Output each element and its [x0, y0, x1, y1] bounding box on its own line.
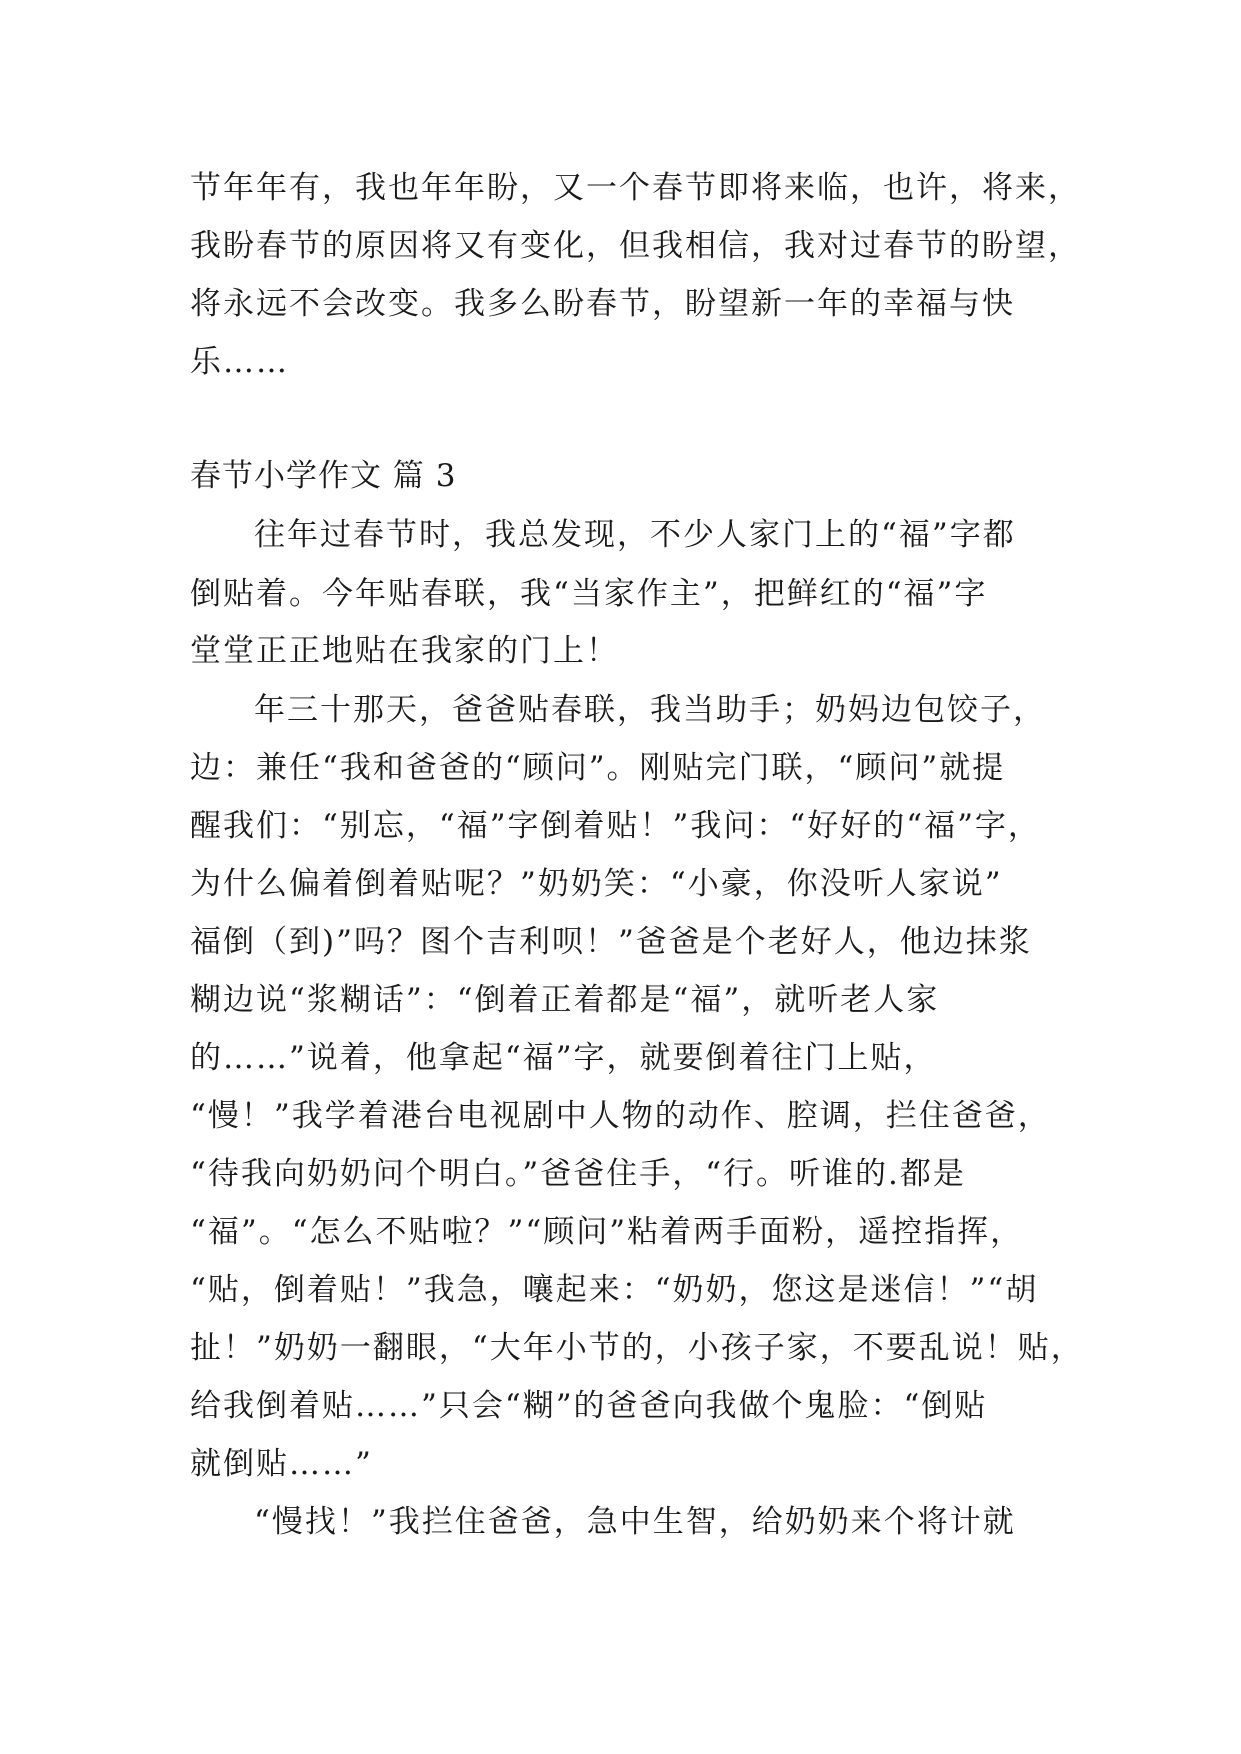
text-line: 糊边说“浆糊话”：“倒着正着都是“福”，就听老人家: [190, 982, 940, 1018]
text-line: 年三十那天，爸爸贴春联，我当助手；奶妈边包饺子，: [254, 692, 1046, 728]
text-line: “待我向奶奶问个明白。”爸爸住手，“行。听谁的.都是: [190, 1156, 966, 1192]
text-line: 乐……: [190, 344, 289, 380]
text-line: “慢！”我学着港台电视剧中人物的动作、腔调，拦住爸爸，: [190, 1098, 1051, 1134]
text-line: 堂堂正正地贴在我家的门上！: [190, 633, 619, 669]
text-line: “福”。“怎么不贴啦？”“顾问”粘着两手面粉，遥控指挥，: [190, 1214, 1024, 1250]
text-line: 就倒贴……”: [190, 1446, 373, 1482]
text-line: 节年年有，我也年年盼，又一个春节即将来临，也许，将来，: [190, 170, 1081, 206]
text-line: “慢找！”我拦住爸爸，急中生智，给奶奶来个将计就: [254, 1504, 1016, 1540]
text-line: 我盼春节的原因将又有变化，但我相信，我对过春节的盼望，: [190, 228, 1081, 264]
text-line: 边：兼任“我和爸爸的“顾问”。刚贴完门联，“顾问”就提: [190, 750, 1006, 786]
text-line: 倒贴着。今年贴春联，我“当家作主”，把鲜红的“福”字: [190, 576, 988, 612]
text-line: 为什么偏着倒着贴呢？”奶奶笑：“小豪，你没听人家说”: [190, 866, 1003, 902]
text-line: 给我倒着贴……”只会“糊”的爸爸向我做个鬼脸：“倒贴: [190, 1388, 988, 1424]
text-line: 将永远不会改变。我多么盼春节，盼望新一年的幸福与快: [190, 286, 1015, 322]
section-heading: 春节小学作文 篇 3: [190, 458, 457, 494]
text-line: “贴，倒着贴！”我急，嚷起来：“奶奶，您这是迷信！”“胡: [190, 1272, 1039, 1308]
text-line: 的……”说着，他拿起“福”字，就要倒着往门上贴，: [190, 1040, 937, 1076]
text-line: 醒我们：“别忘，“福”字倒着贴！”我问：“好好的“福”字，: [190, 808, 1041, 844]
text-line: 扯！”奶奶一翻眼，“大年小节的，小孩子家，不要乱说！贴，: [190, 1330, 1084, 1366]
text-line: 福倒（到)”吗？图个吉利呗！”爸爸是个老好人，他边抹浆: [190, 924, 1032, 960]
text-line: 往年过春节时，我总发现，不少人家门上的“福”字都: [254, 517, 1016, 553]
